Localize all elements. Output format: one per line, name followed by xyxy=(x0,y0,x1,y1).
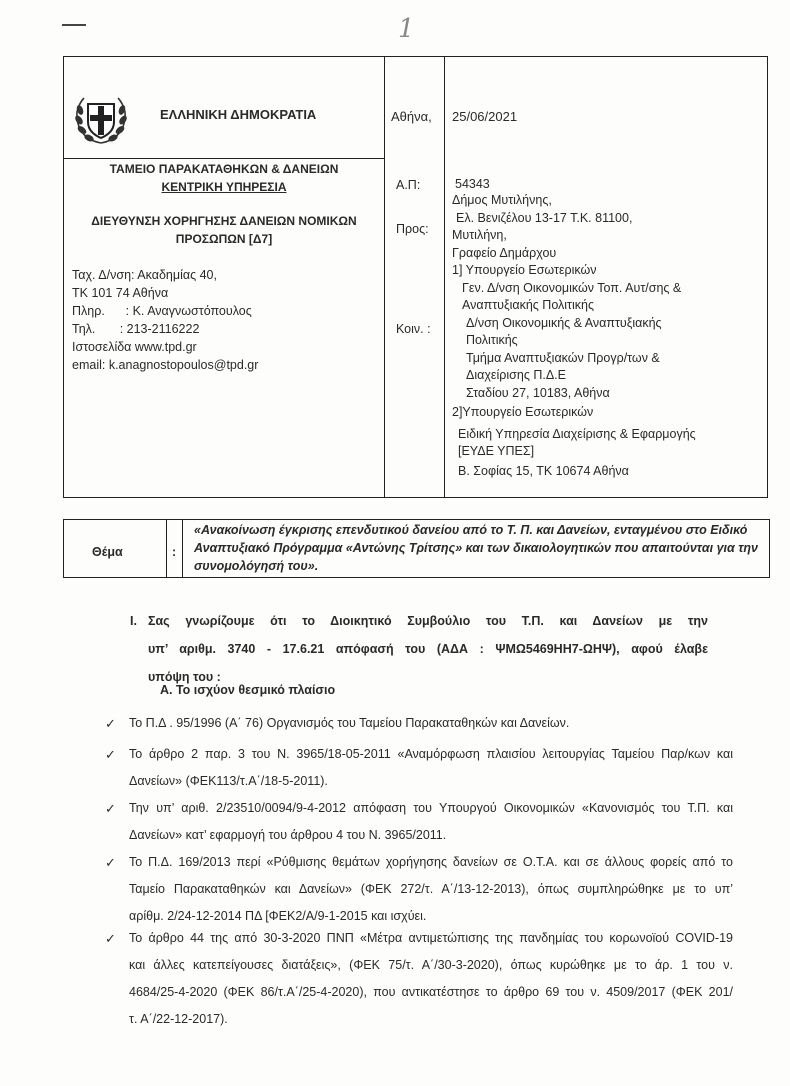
checkmark-icon: ✓ xyxy=(105,855,116,870)
list-item: ✓ Το Π.Δ. 169/2013 περί «Ρύθμισης θεμάτων χορήγησης δανείων σε Ο.Τ.Α. και σε άλλους φορείς από το Ταμείο Παρακαταθηκών και Δανείων» (ΦΕΚ 272/τ. Α΄/13-12-2013), όπως συμπληρώθηκε με το υπ’ αρίθμ. 2/24-12-2014 ΠΔ [ΦΕΚ2/Α/9-1-2015 και ισχύει. xyxy=(105,849,733,930)
contact-person: Πληρ. : Κ. Αναγνωστόπουλος xyxy=(72,304,252,318)
subject-label: Θέμα xyxy=(92,545,123,559)
organization-name: ΤΑΜΕΙΟ ΠΑΡΑΚΑΤΑΘΗΚΩΝ & ΔΑΝΕΙΩΝ xyxy=(109,162,339,176)
city-label: Αθήνα, xyxy=(391,109,432,124)
protocol-label: Α.Π: xyxy=(396,178,421,192)
checkmark-icon: ✓ xyxy=(105,801,116,816)
intro-line: υπόψη του : xyxy=(148,670,221,684)
list-item: ✓ Το άρθρο 2 παρ. 3 του Ν. 3965/18-05-2011 «Αναμόρφωση πλαισίου λειτουργίας Ταμείου Παρ/κων και Δανείων» (ΦΕΚ113/τ.Α΄/18-5-2011). xyxy=(105,741,733,795)
subject-colon: : xyxy=(172,545,177,559)
checkmark-icon: ✓ xyxy=(105,716,116,731)
contact-email: email: k.anagnostopoulos@tpd.gr xyxy=(72,358,259,372)
contact-address: Ταχ. Δ/νση: Ακαδημίας 40, xyxy=(72,268,217,282)
cc-label: Κοιν. : xyxy=(396,322,431,336)
subject-divider xyxy=(182,519,183,578)
subject-text: «Ανακοίνωση έγκρισης επενδυτικού δανείου από το Τ. Π. και Δανείων, ενταγμένου στο Ειδικό Αναπτυξιακό Πρόγραμμα «Αντώνης Τρίτσης» και των δικαιολογητικών που απαιτούνται για την συνομολόγησή του». xyxy=(194,523,758,573)
document-date: 25/06/2021 xyxy=(452,109,518,124)
directorate-name: ΔΙΕΥΘΥΝΣΗ ΧΟΡΗΓΗΣΗΣ ΔΑΝΕΙΩΝ ΝΟΜΙΚΩΝ ΠΡΟΣΩΠΩΝ [Δ7] xyxy=(91,214,357,246)
intro-line: Σας γνωρίζουμε ότι το Διοικητικό Συμβούλιο του Τ.Π. και Δανείων με την xyxy=(148,614,708,628)
intro-number: I. xyxy=(130,614,137,628)
recipient-label: Προς: xyxy=(396,222,429,236)
contact-block xyxy=(72,266,258,374)
list-item: ✓ Το άρθρο 44 της από 30-3-2020 ΠΝΠ «Μέτρα αντιμετώπισης της πανδημίας του κορωνοϊού COVID-19 και άλλες κατεπείγουσες διατάξεις», (ΦΕΚ 75/τ. Α΄/30-3-2020), όπως κυρώθηκε με το άρ. 1 του ν. 4684/25-4-2020 (ΦΕΚ 86/τ.Α΄/25-4-2020), που αντικατέστησε το άρθρο 69 του ν. 4509/2017 (ΦΕΚ 201/ τ. Α΄/22-12-2017). xyxy=(105,925,733,1033)
subject-divider xyxy=(166,519,167,578)
section-a-heading: Α. Το ισχύον θεσμικό πλαίσιο xyxy=(160,683,336,697)
list-item: ✓ Το Π.Δ . 95/1996 (Α΄ 76) Οργανισμός του Ταμείου Παρακαταθηκών και Δανείων. xyxy=(105,710,733,737)
contact-website: Ιστοσελίδα www.tpd.gr xyxy=(72,340,197,354)
checkmark-icon: ✓ xyxy=(105,747,116,762)
republic-title: ΕΛΛΗΝΙΚΗ ΔΗΜΟΚΡΑΤΙΑ xyxy=(160,107,317,122)
contact-phone: Τηλ. : 213-2116222 xyxy=(72,322,200,336)
checkmark-icon: ✓ xyxy=(105,931,116,946)
handwritten-page-mark: 1 xyxy=(398,14,415,44)
contact-postcode: ΤΚ 101 74 Αθήνα xyxy=(72,286,169,300)
header-divider xyxy=(384,56,385,498)
top-dash-mark xyxy=(62,24,86,26)
cc-block: 1] Υπουργείο Εσωτερικών Γεν. Δ/νση Οικονομικών Τοπ. Αυτ/σης & Αναπτυξιακής Πολιτικής Δ/νση Οικονομικής & Αναπτυξιακής Πολιτικής Τμήμα Αναπτυξιακών Προγρ/των & Διαχείρισης Π.Δ.Ε Σταδίου 27, 10183, Αθήνα 2]Υπουργείο Εσωτερικών Ειδική Υπηρεσία Διαχείρισης & Εφαρμογής [ΕΥΔΕ ΥΠΕΣ] Β. Σοφίας 15, ΤΚ 10674 Αθήνα xyxy=(452,263,696,478)
protocol-number: 54343 xyxy=(455,177,490,191)
list-item: ✓ Την υπ’ αριθ. 2/23510/0094/9-4-2012 απόφαση του Υπουργού Οικονομικών «Κανονισμός του Τ.Π. και Δανείων» κατ’ εφαρμογή του άρθρου 4 του Ν. 3965/2011. xyxy=(105,795,733,849)
intro-paragraph xyxy=(130,607,708,691)
coat-of-arms-emblem xyxy=(70,88,132,150)
header-divider xyxy=(444,56,445,498)
intro-line: υπ’ αριθμ. 3740 - 17.6.21 απόφασή του (ΑΔΑ : ΨΜΩ5469ΗΗ7-ΩΗΨ), αφού έλαβε xyxy=(148,642,708,656)
recipient-block: Δήμος Μυτιλήνης, Ελ. Βενιζέλου 13-17 Τ.Κ. 81100, Μυτιλήνη, Γραφείο Δημάρχου xyxy=(452,193,633,260)
organization-unit: ΚΕΝΤΡΙΚΗ ΥΠΗΡΕΣΙΑ xyxy=(161,180,287,194)
